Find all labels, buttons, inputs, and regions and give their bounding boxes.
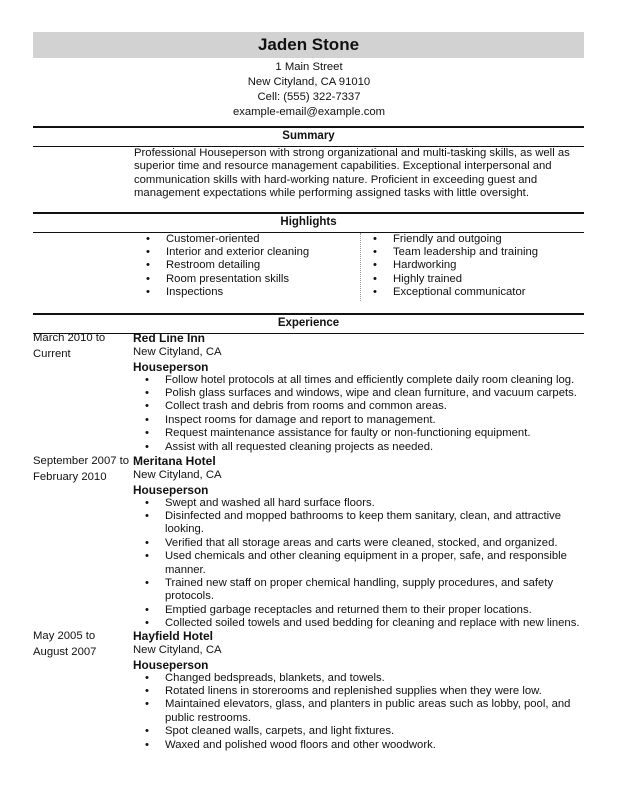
job-dates [33,454,129,485]
duty-item: • Used chemicals and other cleaning equipment in a proper, safe, and responsible manner. [133,550,583,577]
summary-heading: Summary [33,126,584,147]
highlight-item: • Highly trained [362,273,538,286]
job-date-end: Current [33,347,71,360]
contact-block [0,60,618,120]
highlight-item: • Room presentation skills [135,273,309,286]
duty-item: • Inspect rooms for damage and report to management. [133,414,583,427]
duty-item: • Maintained elevators, glass, and planters in public areas such as lobby, pool, and public restrooms. [133,698,583,725]
job-date-end: February 2010 [33,470,107,483]
highlights-column-divider [360,233,361,301]
job-title: Houseperson [133,482,209,497]
company-location: New Cityland, CA [133,644,222,656]
city-state-zip: New Cityland, CA 91010 [247,76,371,88]
summary-text: Professional Houseperson with strong organizational and multi-tasking skills, as well as superior time and resource management capabilities. Exceptional interpersonal and communication skills with hard-working nature. Proficient in exceeding guest and management expectations while performing assigned tasks with little oversight. [134,147,570,200]
highlight-item: • Team leadership and training [362,246,538,259]
duty-item: • Trained new staff on proper chemical handling, supply procedures, and safety protocols. [133,577,583,604]
duty-item: • Polish glass surfaces and windows, wipe and clean furniture, and vacuum carpets. [133,387,583,400]
company-location: New Cityland, CA [133,346,222,358]
duty-item: • Assist with all requested cleaning projects as needed. [133,441,583,454]
company-location: New Cityland, CA [133,469,222,481]
duty-item: • Swept and washed all hard surface floors. [133,497,583,510]
job-dates [33,629,96,660]
job-title: Houseperson [133,657,209,672]
duty-item: • Disinfected and mopped bathrooms to keep them sanitary, clean, and attractive looking. [133,510,583,537]
street-address: 1 Main Street [275,61,343,73]
job-entry [133,454,583,631]
duty-item: • Spot cleaned walls, carpets, and light fixtures. [133,725,583,738]
experience-heading: Experience [33,313,584,334]
cell-phone: Cell: (555) 322-7337 [257,91,361,103]
job-entry [133,331,583,454]
candidate-name: Jaden Stone [33,32,584,58]
highlight-item: • Friendly and outgoing [362,233,538,246]
job-date-end: August 2007 [33,645,97,658]
duty-item: • Collect trash and debris from rooms and common areas. [133,400,583,413]
duty-list [133,374,583,454]
highlights-left-list [135,233,309,299]
highlight-item: • Interior and exterior cleaning [135,246,309,259]
job-dates [33,331,105,362]
highlight-item: • Exceptional communicator [362,286,538,299]
duty-list [133,672,583,752]
highlight-item: • Inspections [135,286,309,299]
job-title: Houseperson [133,359,209,374]
company-name: Meritana Hotel [133,454,216,468]
duty-item: • Verified that all storage areas and carts were cleaned, stocked, and organized. [133,537,583,550]
duty-item: • Waxed and polished wood floors and other woodwork. [133,739,583,752]
company-name: Red Line Inn [133,331,205,345]
email-address: example-email@example.com [232,106,386,118]
duty-list [133,497,583,631]
duty-item: • Collected soiled towels and used bedding for cleaning and replace with new linens. [133,617,583,630]
highlights-heading: Highlights [33,212,584,233]
highlight-item: • Restroom detailing [135,259,309,272]
duty-item: • Follow hotel protocols at all times and efficiently complete daily room cleaning log. [133,374,583,387]
job-date-start: March 2010 to [33,332,106,344]
highlight-item: • Hardworking [362,259,538,272]
job-date-start: September 2007 to [33,455,130,467]
duty-item: • Request maintenance assistance for faulty or non-functioning equipment. [133,427,583,440]
duty-item: • Changed bedspreads, blankets, and towels. [133,672,583,685]
job-date-start: May 2005 to [33,630,96,642]
duty-item: • Rotated linens in storerooms and replenished supplies when they were low. [133,685,583,698]
highlights-right-list [362,233,538,299]
duty-item: • Emptied garbage receptacles and returned them to their proper locations. [133,604,583,617]
highlight-item: • Customer-oriented [135,233,309,246]
company-name: Hayfield Hotel [133,629,214,643]
job-entry [133,629,583,752]
